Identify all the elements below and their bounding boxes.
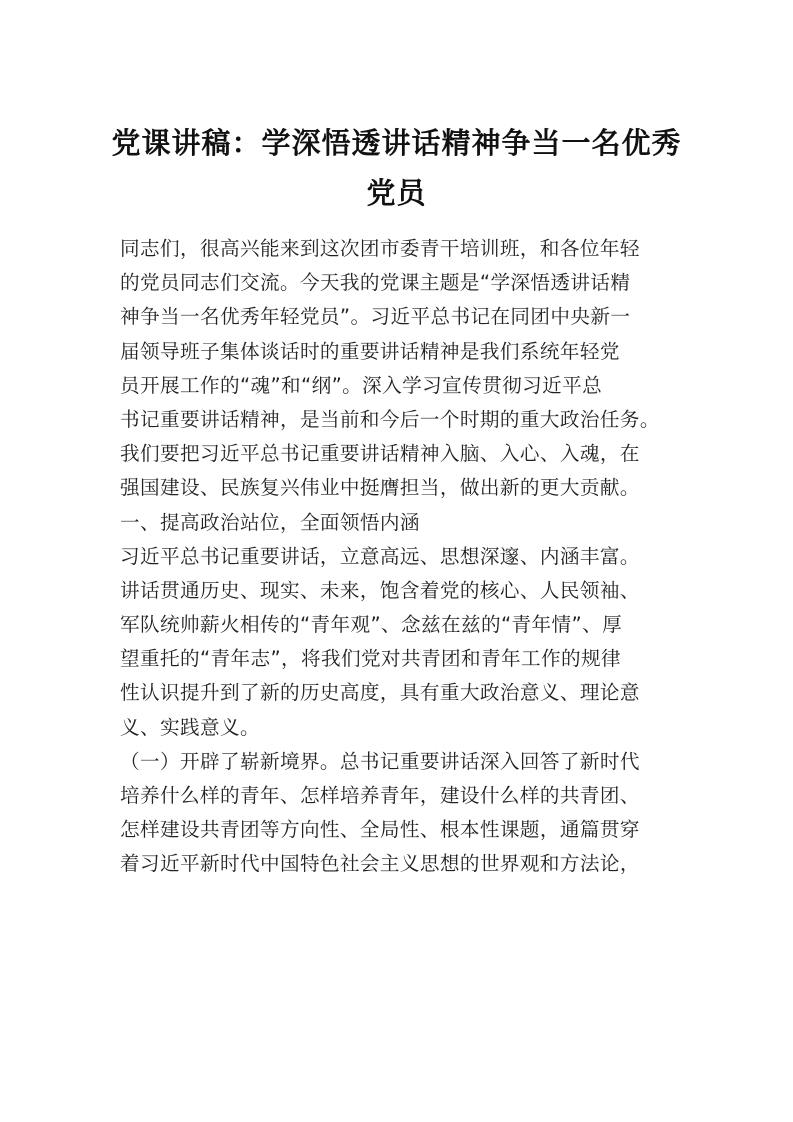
paragraph-line: 军队统帅薪火相传的“青年观”、念兹在兹的“青年情”、厚 (120, 613, 623, 637)
paragraph-line: 届领导班子集体谈话时的重要讲话精神是我们系统年轻党 (120, 339, 620, 363)
paragraph-line: （一）开辟了崭新境界。总书记重要讲话深入回答了新时代 (120, 749, 640, 773)
paragraph-line: 强国建设、民族复兴伟业中挺膺担当，做出新的更大贡献。 (120, 476, 640, 500)
paragraph-line: 同志们，很高兴能来到这次团市委青干培训班，和各位年轻 (120, 237, 640, 260)
paragraph-line: 性认识提升到了新的历史高度，具有重大政治意义、理论意 (120, 681, 640, 705)
paragraph-line: 的党员同志们交流。今天我的党课主题是“学深悟透讲话精 (120, 271, 631, 295)
paragraph-line: 讲话贯通历史、现实、未来，饱含着党的核心、人民领袖、 (120, 578, 640, 602)
paragraph-line: 习近平总书记重要讲话，立意高远、思想深邃、内涵丰富。 (120, 544, 640, 568)
paragraph-line: 培养什么样的青年、怎样培养青年，建设什么样的共青团、 (120, 784, 640, 807)
paragraph-line: 神争当一名优秀年轻党员”。习近平总书记在同团中央新一 (120, 305, 631, 329)
paragraph-line: 着习近平新时代中国特色社会主义思想的世界观和方法论， (120, 852, 640, 876)
title-line: 党员 (366, 176, 427, 210)
paragraph-line: 怎样建设共青团等方向性、全局性、根本性课题，通篇贯穿 (120, 818, 640, 842)
document-body (120, 232, 680, 882)
paragraph-line: 员开展工作的“魂”和“纲”。深入学习宣传贯彻习近平总 (120, 373, 603, 397)
paragraph-line: 我们要把习近平总书记重要讲话精神入脑、入心、入魂，在 (120, 442, 640, 466)
paragraph-line: 望重托的“青年志”，将我们党对共青团和青年工作的规律 (120, 647, 621, 671)
paragraph-line: 义、实践意义。 (120, 715, 260, 739)
paragraph-line: 书记重要讲话精神，是当前和今后一个时期的重大政治任务。 (120, 407, 660, 431)
document-title (100, 118, 693, 218)
section-heading: 一、提高政治站位，全面领悟内涵 (120, 510, 420, 534)
title-line: 党课讲稿：学深悟透讲话精神争当一名优秀 (111, 126, 682, 160)
